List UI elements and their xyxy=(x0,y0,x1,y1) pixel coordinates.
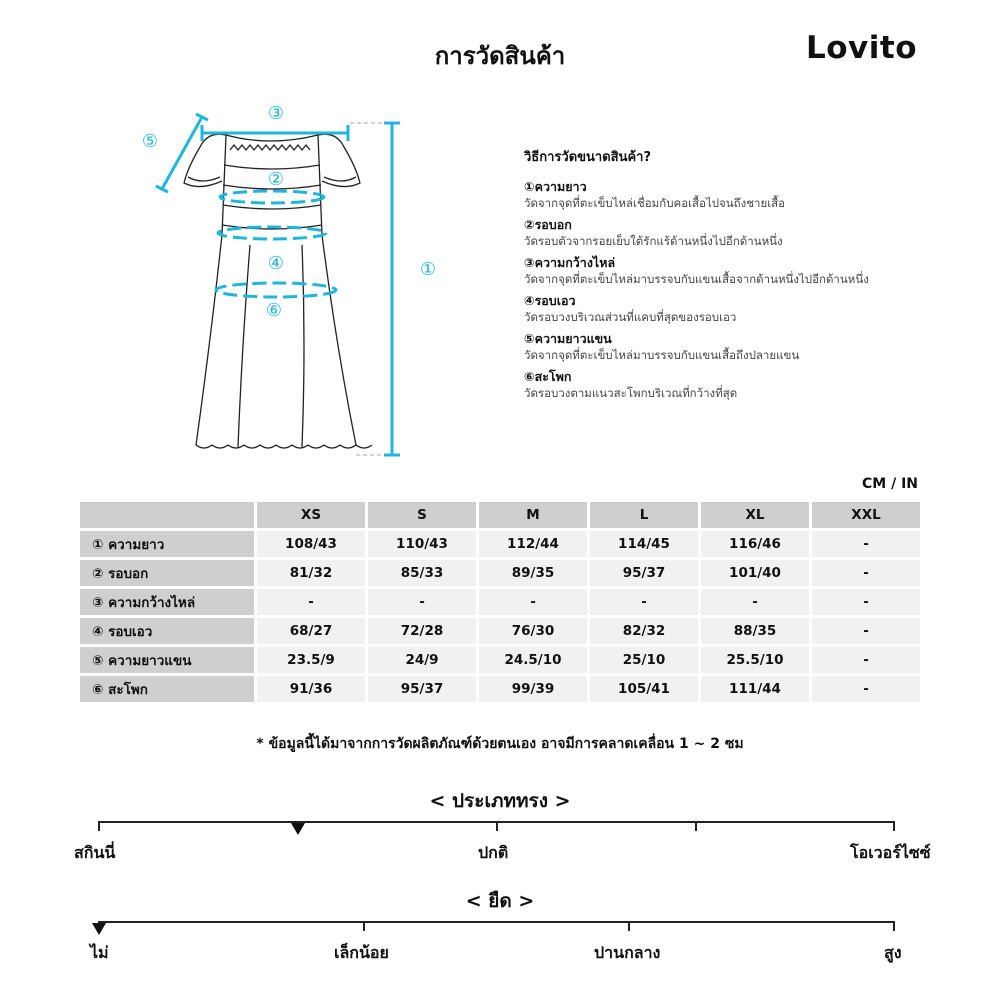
fit-scale-tick xyxy=(98,821,100,831)
guide-item xyxy=(524,179,964,212)
row-label: ⑥ สะโพก xyxy=(80,676,254,702)
guide-item xyxy=(524,217,964,250)
table-cell: 108/43 xyxy=(257,531,365,557)
stretch-label-slight: เล็กน้อย xyxy=(334,943,389,962)
marker-hip: ⑥ xyxy=(265,300,283,321)
row-label: ⑤ ความยาวแขน xyxy=(80,647,254,673)
table-cell: 110/43 xyxy=(368,531,476,557)
table-cell: 76/30 xyxy=(479,618,587,644)
fit-scale-title: < ประเภททรง > xyxy=(429,790,571,812)
table-cell: 101/40 xyxy=(701,560,809,586)
guide-item xyxy=(524,369,964,402)
table-cell: 116/46 xyxy=(701,531,809,557)
row-label: ② รอบอก xyxy=(80,560,254,586)
table-cell: - xyxy=(257,589,365,615)
table-cell: 72/28 xyxy=(368,618,476,644)
stretch-scale-tick xyxy=(628,921,630,931)
table-cell: 24.5/10 xyxy=(479,647,587,673)
guide-item xyxy=(524,293,964,326)
row-label: ③ ความกว้างไหล่ xyxy=(80,589,254,615)
dress-measurement-diagram xyxy=(130,95,460,465)
size-header: XL xyxy=(701,502,809,528)
table-cell: - xyxy=(812,618,920,644)
fit-scale-tick xyxy=(893,821,895,831)
table-row xyxy=(80,531,920,557)
guide-item-label: ⑤ความยาวแขน xyxy=(524,331,612,346)
table-corner xyxy=(80,502,254,528)
stretch-scale-tick xyxy=(893,921,895,931)
table-cell: 99/39 xyxy=(479,676,587,702)
guide-item-desc: วัดรอบตัวจากรอยเย็บใต้รักแร้ด้านหนึ่งไปอีกด้านหนึ่ง xyxy=(524,234,783,248)
table-cell: - xyxy=(701,589,809,615)
table-cell: - xyxy=(812,676,920,702)
size-header: L xyxy=(590,502,698,528)
stretch-label-medium: ปานกลาง xyxy=(594,943,661,962)
guide-item-label: ③ความกว้างไหล่ xyxy=(524,255,616,270)
size-header: M xyxy=(479,502,587,528)
table-cell: - xyxy=(812,647,920,673)
guide-item-label: ①ความยาว xyxy=(524,179,587,194)
fit-scale-tick xyxy=(496,821,498,831)
stretch-scale-tick xyxy=(363,921,365,931)
guide-item-desc: วัดจากจุดที่ตะเข็บไหล่มาบรรจบกับแขนเสื้อถึงปลายแขน xyxy=(524,348,800,362)
marker-length: ① xyxy=(419,259,437,280)
table-cell: - xyxy=(368,589,476,615)
table-row xyxy=(80,618,920,644)
guide-item-desc: วัดรอบวงบริเวณส่วนที่แคบที่สุดของรอบเอว xyxy=(524,310,737,324)
fit-label-skinny: สกินนี่ xyxy=(74,843,116,862)
measurement-note: * ข้อมูลนี้ได้มาจากการวัดผลิตภัณฑ์ด้วยตนเอง อาจมีการคลาดเคลื่อน 1 ~ 2 ซม xyxy=(256,736,744,752)
marker-bust: ② xyxy=(267,169,285,190)
table-cell: 85/33 xyxy=(368,560,476,586)
stretch-label-high: สูง xyxy=(884,943,902,962)
table-cell: - xyxy=(812,560,920,586)
stretch-label-none: ไม่ xyxy=(90,943,109,962)
marker-waist: ④ xyxy=(267,253,285,274)
table-cell: 23.5/9 xyxy=(257,647,365,673)
fit-scale-tick xyxy=(695,821,697,831)
table-cell: 95/37 xyxy=(368,676,476,702)
table-cell: 105/41 xyxy=(590,676,698,702)
table-row xyxy=(80,560,920,586)
unit-label: CM / IN xyxy=(862,476,918,492)
page-title: การวัดสินค้า xyxy=(434,42,566,70)
table-cell: 25.5/10 xyxy=(701,647,809,673)
table-cell: - xyxy=(812,531,920,557)
table-cell: 111/44 xyxy=(701,676,809,702)
table-cell: 112/44 xyxy=(479,531,587,557)
marker-sleeve: ⑤ xyxy=(141,131,159,152)
table-cell: 82/32 xyxy=(590,618,698,644)
table-row xyxy=(80,589,920,615)
table-cell: 88/35 xyxy=(701,618,809,644)
guide-item xyxy=(524,331,964,364)
size-table xyxy=(77,499,923,705)
guide-item-desc: วัดจากจุดที่ตะเข็บไหล่เชื่อมกับคอเสื้อไปจนถึงชายเสื้อ xyxy=(524,196,786,210)
stretch-scale-title: < ยืด > xyxy=(465,890,535,912)
table-cell: - xyxy=(479,589,587,615)
marker-shoulder: ③ xyxy=(267,103,285,124)
guide-item-label: ④รอบเอว xyxy=(524,293,576,308)
table-cell: 91/36 xyxy=(257,676,365,702)
guide-item xyxy=(524,255,964,288)
table-cell: 81/32 xyxy=(257,560,365,586)
table-header-row xyxy=(80,502,920,528)
table-cell: 95/37 xyxy=(590,560,698,586)
guide-item-desc: วัดรอบวงตามแนวสะโพกบริเวณที่กว้างที่สุด xyxy=(524,386,738,400)
table-cell: 25/10 xyxy=(590,647,698,673)
guide-item-label: ⑥สะโพก xyxy=(524,369,572,384)
fit-scale-marker xyxy=(291,823,305,835)
guide-item-label: ②รอบอก xyxy=(524,217,572,232)
table-row xyxy=(80,676,920,702)
fit-label-regular: ปกติ xyxy=(478,843,509,862)
measurement-guide xyxy=(524,146,964,407)
size-header: S xyxy=(368,502,476,528)
guide-title: วิธีการวัดขนาดสินค้า? xyxy=(524,150,652,165)
table-row xyxy=(80,647,920,673)
table-cell: 114/45 xyxy=(590,531,698,557)
size-header: XS xyxy=(257,502,365,528)
guide-item-desc: วัดจากจุดที่ตะเข็บไหล่มาบรรจบกับแขนเสื้อจากด้านหนึ่งไปอีกด้านหนึ่ง xyxy=(524,272,869,286)
brand-logo: Lovito xyxy=(806,30,918,66)
row-label: ① ความยาว xyxy=(80,531,254,557)
size-header: XXL xyxy=(812,502,920,528)
row-label: ④ รอบเอว xyxy=(80,618,254,644)
table-cell: 68/27 xyxy=(257,618,365,644)
table-cell: 89/35 xyxy=(479,560,587,586)
fit-label-oversize: โอเวอร์ไซซ์ xyxy=(850,843,931,862)
stretch-scale-marker xyxy=(92,923,106,935)
table-cell: - xyxy=(590,589,698,615)
stretch-scale-line xyxy=(99,921,895,923)
table-cell: - xyxy=(812,589,920,615)
table-cell: 24/9 xyxy=(368,647,476,673)
